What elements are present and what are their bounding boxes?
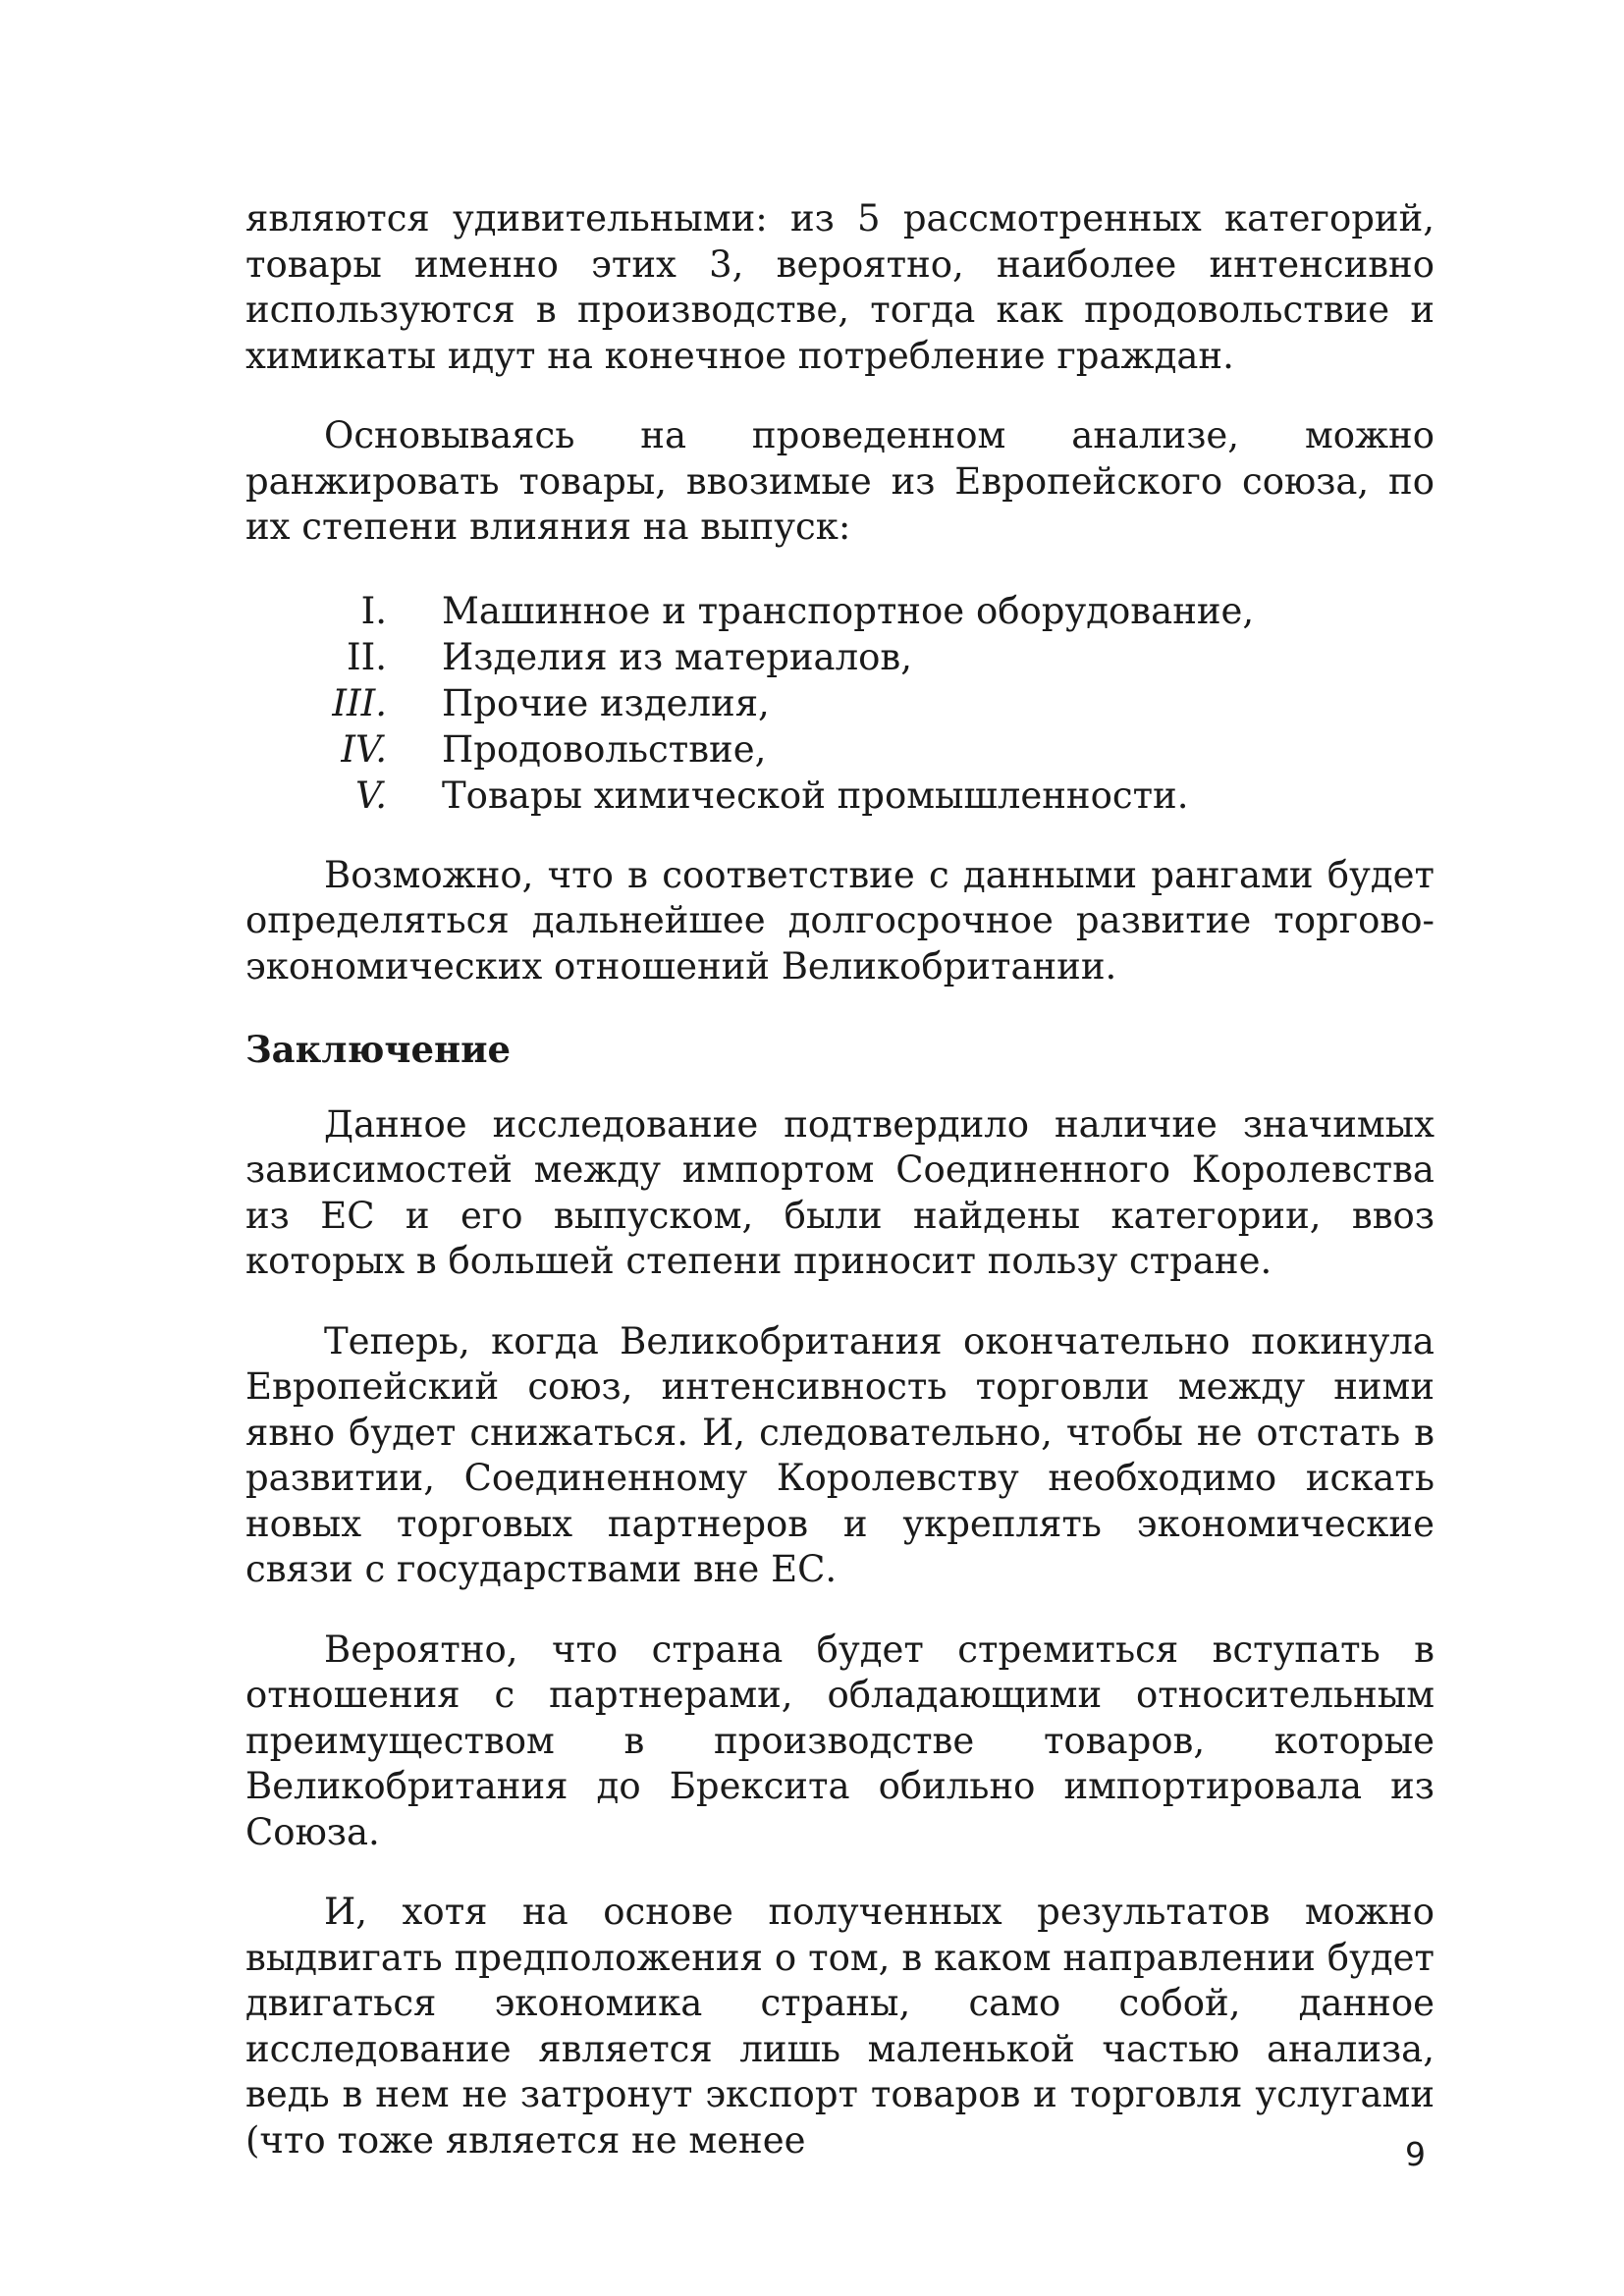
list-item — [245, 773, 1435, 819]
list-item — [245, 634, 1435, 680]
conclusion-section-header — [245, 1027, 1435, 1073]
list-item — [245, 680, 1435, 726]
list-item-text: Продовольствие, — [442, 727, 767, 771]
list-item-text: Изделия из материалов, — [442, 635, 912, 678]
paragraph-conclusion-3: Вероятно, что страна будет стремиться вступать в отношения с партнерами, обладающими относительным преимуществом в производстве товаров, которые Великобритания до Брексита обильно импортировала из Союза. — [245, 1628, 1435, 1853]
section-heading: Заключение — [245, 1028, 512, 1071]
page-number: 9 — [1405, 2135, 1426, 2173]
list-item-number: I. — [360, 589, 387, 632]
list-item-number: III. — [332, 681, 387, 724]
page-body — [245, 196, 1435, 2163]
list-item-number: V. — [354, 774, 387, 817]
list-item-number: IV. — [341, 727, 387, 771]
paragraph-conclusion-1: Данное исследование подтвердило наличие значимых зависимостей между импортом Соединенного Королевства из ЕС и его выпуском, были найдены категории, ввоз которых в большей степени приносит пользу стране. — [245, 1102, 1435, 1282]
list-item-number: II. — [347, 635, 387, 678]
list-item — [245, 726, 1435, 773]
paragraph-continuation: являются удивительными: из 5 рассмотренных категорий, товары именно этих 3, вероятно, наиболее интенсивно используются в производстве, тогда как продовольствие и химикаты идут на конечное потребление граждан. — [245, 197, 1435, 377]
list-item-text: Товары химической промышленности. — [442, 774, 1189, 817]
list-item-text: Прочие изделия, — [442, 681, 770, 724]
paragraph-ranking-intro: Основываясь на проведенном анализе, можно ранжировать товары, ввозимые из Европейского союза, по их степени влияния на выпуск: — [245, 414, 1435, 548]
ranking-list — [245, 588, 1435, 819]
paragraph-conclusion-2: Теперь, когда Великобритания окончательно покинула Европейский союз, интенсивность торговли между ними явно будет снижаться. И, следовательно, чтобы не отстать в развитии, Соединенному Королевству необходимо искать новых торговых партнеров и укреплять экономические связи с государствами вне ЕС. — [245, 1319, 1435, 1590]
list-item — [245, 588, 1435, 634]
list-item-text: Машинное и транспортное оборудование, — [442, 589, 1255, 632]
paragraph-ranks-development: Возможно, что в соответствие с данными рангами будет определяться дальнейшее долгосрочное развитие торгово-экономических отношений Великобритании. — [245, 853, 1435, 988]
paragraph-conclusion-4: И, хотя на основе полученных результатов можно выдвигать предположения о том, в каком направлении будет двигаться экономика страны, само собой, данное исследование является лишь маленькой частью анализа, ведь в нем не затронут экспорт товаров и торговля услугами (что тоже является не менее — [245, 1891, 1435, 2162]
